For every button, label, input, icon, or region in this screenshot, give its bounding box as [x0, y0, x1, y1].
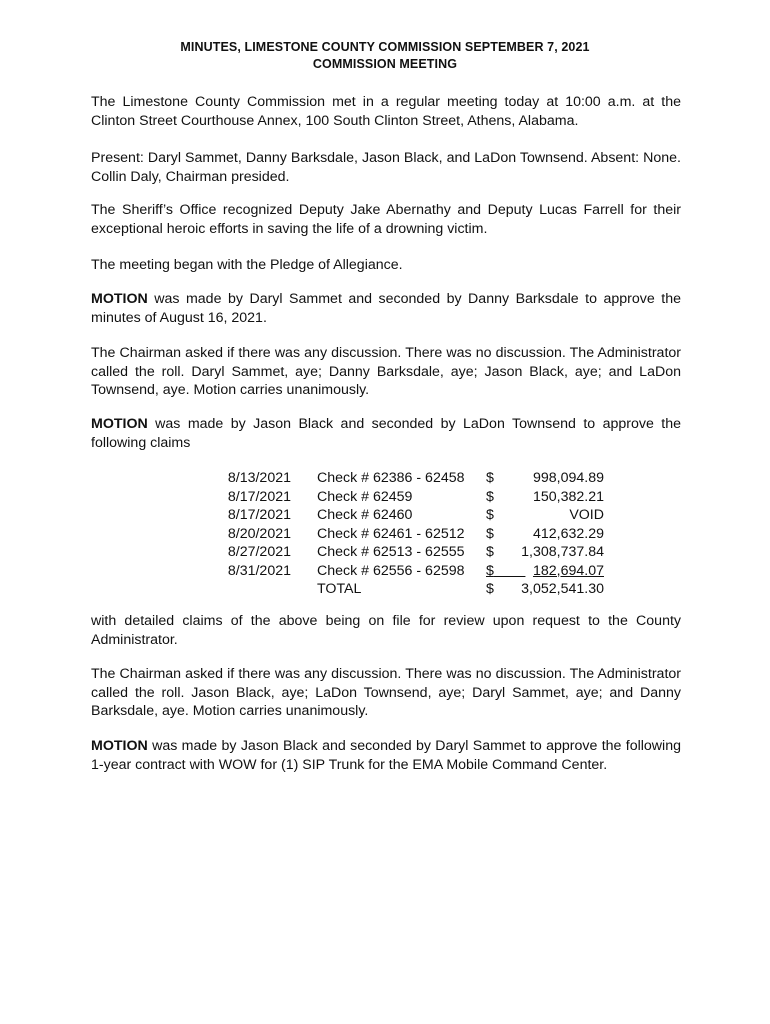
- claim-dollar-sign: $: [486, 470, 494, 486]
- claim-amount: VOID: [569, 507, 604, 523]
- meeting-intro-paragraph: The Limestone County Commission met in a regular meeting today at 10:00 a.m. at the Clinton Street Courthouse Annex, 100 South Clinton Street, Athens, Alabama.: [91, 94, 681, 129]
- claim-check: Check # 62459: [317, 488, 413, 505]
- claims-table: [220, 469, 620, 599]
- claim-check: Check # 62386 - 62458: [317, 470, 465, 486]
- motion-contract-paragraph: [91, 737, 681, 774]
- document-header: [0, 39, 770, 73]
- claim-dollar-sign: [486, 562, 525, 581]
- motion-label: MOTION: [91, 738, 148, 754]
- claim-amount: 150,382.21: [532, 488, 604, 505]
- claim-amount: 998,094.89: [532, 470, 604, 486]
- motion-minutes-paragraph: [91, 290, 681, 327]
- claim-date: 8/17/2021: [227, 507, 291, 523]
- claims-row: [220, 488, 620, 507]
- sheriff-recognition-paragraph: The Sheriff’s Office recognized Deputy Jake Abernathy and Deputy Lucas Farrell for their exceptional heroic efforts in saving the life of a drowning victim.: [91, 202, 681, 237]
- claim-check: Check # 62556 - 62598: [317, 562, 465, 579]
- motion-claims-text: was made by Jason Black and seconded by LaDon Townsend to approve the following claims: [91, 416, 681, 451]
- header-title: MINUTES, LIMESTONE COUNTY COMMISSION SEPTEMBER 7, 2021: [180, 40, 590, 54]
- claim-dollar-sign: $: [486, 488, 494, 505]
- claim-dollar-sign: $: [486, 507, 494, 523]
- claim-check: Check # 62461 - 62512: [317, 525, 465, 542]
- claim-check: Check # 62513 - 62555: [317, 544, 465, 560]
- claims-row: [220, 562, 620, 581]
- header-subtitle: COMMISSION MEETING: [312, 57, 458, 71]
- motion-label: MOTION: [91, 291, 148, 307]
- claims-total-row: [220, 580, 620, 599]
- motion-claims-paragraph: [91, 415, 681, 452]
- roll-call-paragraph-2: The Chairman asked if there was any discussion. There was no discussion. The Administrator called the roll. Jason Black, aye; LaDon Townsend, aye; Daryl Sammet, aye; and Danny Barksdale, aye. Motion carries unanimously.: [91, 666, 681, 719]
- claim-date: 8/31/2021: [227, 562, 291, 579]
- motion-contract-text: was made by Jason Black and seconded by Daryl Sammet to approve the following 1-year contract with WOW for (1) SIP Trunk for the EMA Mobile Command Center.: [91, 738, 681, 773]
- claim-amount: 182,694.07: [532, 562, 604, 579]
- claim-date: 8/13/2021: [227, 470, 291, 486]
- claim-date: 8/27/2021: [227, 544, 291, 560]
- claims-row: [220, 469, 620, 488]
- total-dollar-sign: $: [486, 581, 494, 597]
- claim-date: 8/17/2021: [227, 488, 291, 505]
- motion-minutes-text: was made by Daryl Sammet and seconded by Danny Barksdale to approve the minutes of August 16, 2021.: [91, 291, 681, 326]
- claim-dollar-sign: $: [486, 544, 494, 560]
- total-amount: 3,052,541.30: [521, 581, 604, 597]
- claim-amount: 1,308,737.84: [521, 544, 604, 560]
- pledge-paragraph: The meeting began with the Pledge of Allegiance.: [91, 257, 403, 273]
- claims-row: [220, 525, 620, 544]
- claims-row: [220, 506, 620, 525]
- claim-date: 8/20/2021: [227, 525, 291, 542]
- motion-label: MOTION: [91, 416, 148, 432]
- claim-dollar-sign-text: $: [486, 562, 494, 579]
- total-label: TOTAL: [317, 581, 362, 597]
- attendance-paragraph: Present: Daryl Sammet, Danny Barksdale, Jason Black, and LaDon Townsend. Absent: None. Collin Daly, Chairman presided.: [91, 150, 681, 185]
- claims-file-paragraph: with detailed claims of the above being on file for review upon request to the County Administrator.: [91, 613, 681, 648]
- claim-dollar-sign: $: [486, 525, 494, 542]
- claims-row: [220, 543, 620, 562]
- roll-call-paragraph: The Chairman asked if there was any discussion. There was no discussion. The Administrator called the roll. Daryl Sammet, aye; Danny Barksdale, aye; Jason Black, aye; and LaDon Townsend, aye. Motion carries unanimously.: [91, 345, 681, 398]
- claim-amount: 412,632.29: [532, 525, 604, 542]
- claim-check: Check # 62460: [317, 507, 413, 523]
